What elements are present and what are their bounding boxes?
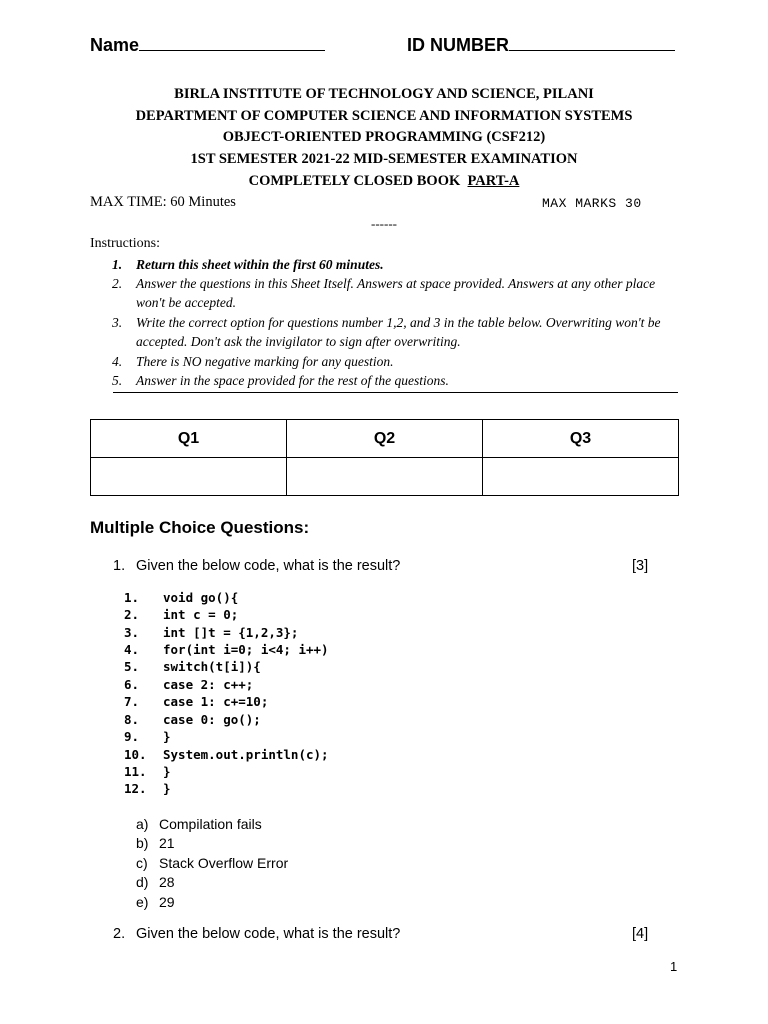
name-field[interactable]	[90, 34, 325, 56]
answer-cell-q1[interactable]	[91, 458, 287, 496]
instruction-3-text-cont: accepted. Don't ask the invigilator to sign after overwriting.	[136, 334, 461, 349]
instruction-4-text: There is NO negative marking for any question.	[136, 354, 394, 369]
option-text: 21	[159, 835, 175, 851]
book-title	[0, 173, 768, 190]
option-label: d)	[136, 874, 149, 890]
option-text: Stack Overflow Error	[159, 855, 289, 871]
book-prefix: COMPLETELY CLOSED BOOK	[248, 173, 461, 189]
question-2-number: 2.	[113, 926, 126, 942]
instruction-2-text: Answer the questions in this Sheet Itself. Answers at space provided. Answers at any other place	[136, 276, 656, 291]
id-number-field[interactable]	[407, 34, 675, 56]
code-line: case 0: go();	[163, 712, 261, 727]
instructions-heading: Instructions:	[90, 236, 160, 251]
answer-table-answer-row	[91, 458, 679, 496]
instructions-rule	[113, 392, 678, 393]
code-line: int []t = {1,2,3};	[163, 625, 299, 640]
question-1-text: Given the below code, what is the result?	[136, 558, 401, 574]
question-1-number: 1.	[113, 558, 126, 574]
answer-table-header-row	[91, 420, 679, 458]
institute-title: BIRLA INSTITUTE OF TECHNOLOGY AND SCIENCE, PILANI	[174, 86, 594, 102]
instruction-1-text: Return this sheet within the first 60 minutes.	[136, 257, 384, 272]
option-text: Compilation fails	[159, 816, 262, 832]
code-line-number: 10.	[124, 747, 147, 762]
option-label: b)	[136, 835, 149, 851]
code-line-number: 1.	[124, 590, 140, 605]
id-number-underline	[509, 34, 675, 51]
instruction-2-text-cont: won't be accepted.	[136, 295, 236, 310]
code-line: for(int i=0; i<4; i++)	[163, 642, 329, 657]
id-number-label: ID NUMBER	[407, 35, 509, 55]
answer-cell-q2[interactable]	[287, 458, 483, 496]
code-line: int c = 0;	[163, 607, 239, 622]
name-label: Name	[90, 35, 140, 55]
code-line: switch(t[i]){	[163, 659, 261, 674]
code-line-number: 9.	[124, 729, 140, 744]
option-label: a)	[136, 816, 149, 832]
instruction-2-number: 2.	[112, 276, 123, 291]
max-marks: MAX MARKS 30	[542, 196, 642, 211]
part-label: PART-A	[467, 173, 520, 189]
option-text: 28	[159, 874, 175, 890]
instruction-3-number: 3.	[112, 315, 123, 330]
exam-title: 1ST SEMESTER 2021-22 MID-SEMESTER EXAMINATION	[190, 151, 578, 167]
instruction-3-text: Write the correct option for questions number 1,2, and 3 in the table below. Overwriting won't be	[136, 315, 661, 330]
code-line-number: 2.	[124, 607, 140, 622]
course-title: OBJECT-ORIENTED PROGRAMMING (CSF212)	[222, 129, 546, 145]
code-line-number: 3.	[124, 625, 140, 640]
code-line: case 2: c++;	[163, 677, 254, 692]
code-line: }	[163, 764, 171, 779]
code-line: case 1: c+=10;	[163, 694, 269, 709]
question-1-marks: [3]	[632, 558, 649, 574]
page-number: 1	[670, 959, 678, 974]
code-line-number: 6.	[124, 677, 140, 692]
option-label: c)	[136, 855, 148, 871]
code-line-number: 11.	[124, 764, 147, 779]
question-2-text: Given the below code, what is the result?	[136, 926, 401, 942]
instruction-1-number: 1.	[112, 257, 123, 272]
code-line-number: 8.	[124, 712, 140, 727]
answer-cell-q3[interactable]	[483, 458, 679, 496]
department-title: DEPARTMENT OF COMPUTER SCIENCE AND INFORMATION SYSTEMS	[135, 108, 633, 124]
instruction-5-number: 5.	[112, 373, 123, 388]
answer-table-header-q2: Q2	[287, 420, 483, 458]
code-line-number: 5.	[124, 659, 140, 674]
name-underline	[139, 34, 325, 51]
code-line: }	[163, 729, 171, 744]
section-heading: Multiple Choice Questions:	[90, 518, 310, 537]
option-label: e)	[136, 894, 149, 910]
code-line: System.out.println(c);	[163, 747, 329, 762]
instruction-5-text: Answer in the space provided for the rest of the questions.	[136, 373, 449, 388]
code-line-number: 12.	[124, 781, 147, 796]
divider-dashes: ------	[371, 216, 397, 231]
code-line-number: 7.	[124, 694, 140, 709]
code-line: }	[163, 781, 171, 796]
answer-table	[90, 419, 679, 496]
question-2-marks: [4]	[632, 926, 649, 942]
option-text: 29	[159, 894, 175, 910]
instruction-4-number: 4.	[112, 354, 123, 369]
answer-table-header-q1: Q1	[91, 420, 287, 458]
answer-table-header-q3: Q3	[483, 420, 679, 458]
max-time: MAX TIME: 60 Minutes	[90, 194, 236, 210]
code-line: void go(){	[163, 590, 239, 605]
code-line-number: 4.	[124, 642, 140, 657]
